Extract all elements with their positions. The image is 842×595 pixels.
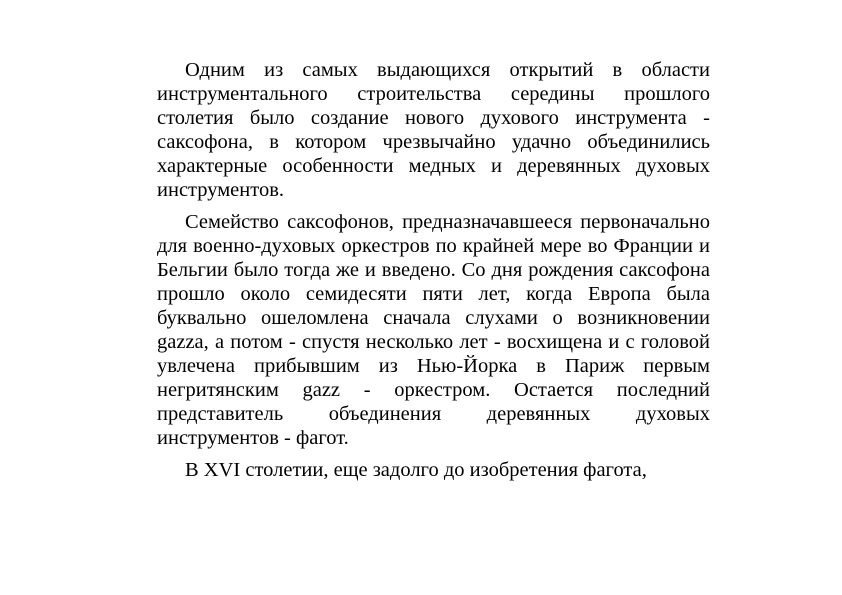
paragraph-saxophone-invention: Одним из самых выдающихся открытий в области инструментального строительства середины прошлого столетия было создание нового духового инструмента - саксофона, в котором чрезвычайно удачно объединились характерные особенности медных и деревянных духовых инструментов.: [157, 59, 710, 201]
paragraph-sixteenth-century: В XVI столетии, еще задолго до изобретения фагота,: [185, 459, 647, 481]
paragraph-saxophone-family: Семейство саксофонов, предназначавшееся первоначально для военно-духовых оркестров по крайней мере во Франции и Бельгии было тогда же и введено. Со дня рождения саксофона прошло около семидесяти пяти лет, когда Европа была буквально ошеломлена сначала слухами о возникновении gazza, а потом - спустя несколько лет - восхищена и с головой увлечена прибывшим из Нью-Йорка в Париж первым негритянским gazz - оркестром. Остается последний представитель объединения деревянных духовых инструментов - фагот.: [157, 211, 710, 449]
document-page: [157, 58, 710, 482]
